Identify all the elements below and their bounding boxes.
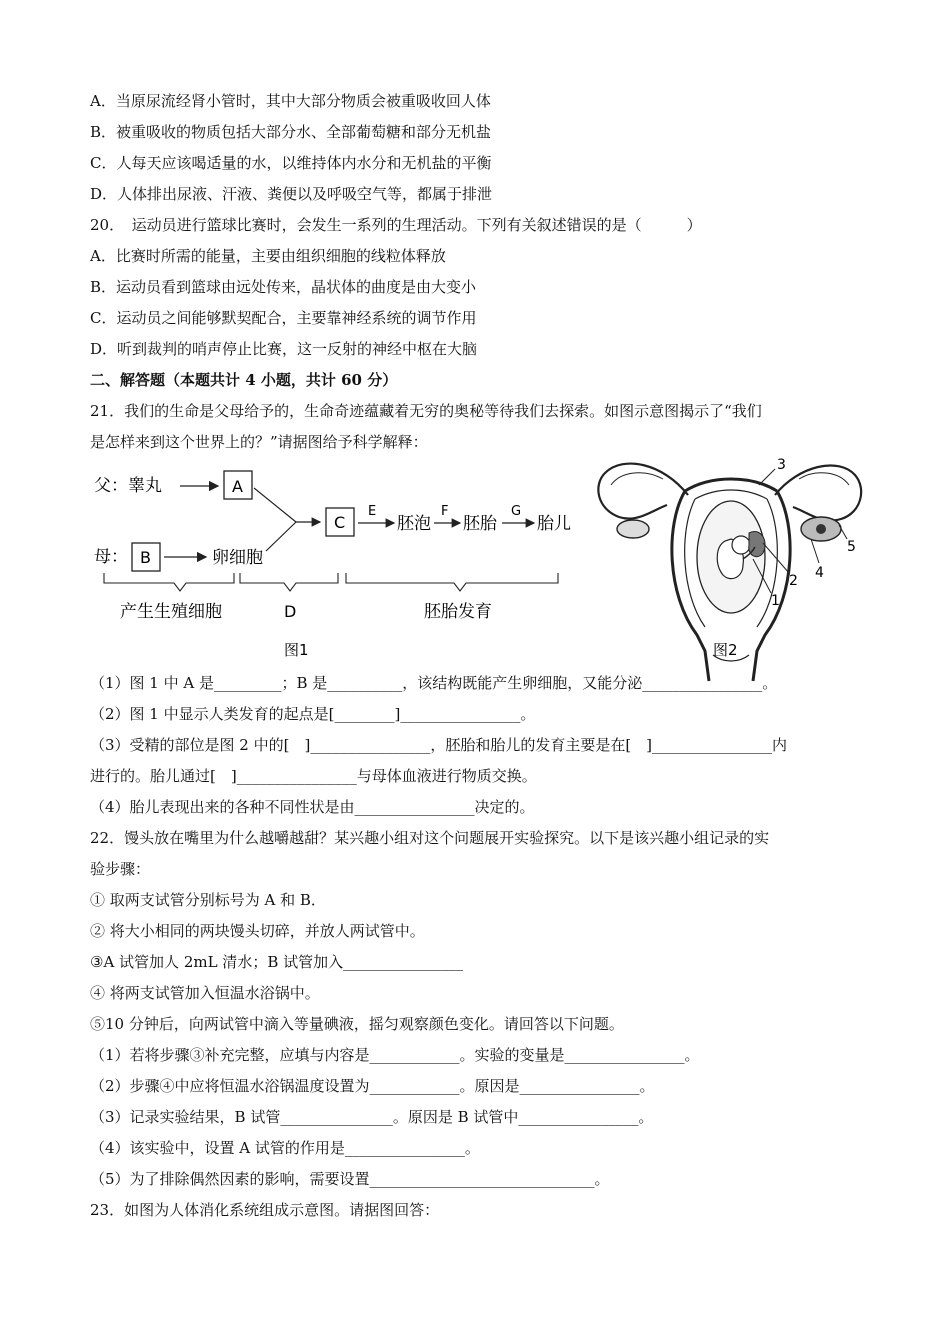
q22-step2: ② 将大小相同的两块馒头切碎，并放人两试管中。	[90, 922, 425, 940]
label-5: 5	[847, 539, 856, 555]
brace-label-produce-gametes: 产生生殖细胞	[120, 602, 222, 622]
q21-stem-line2: 是怎样来到这个世界上的？”请据图给予科学解释：	[90, 433, 428, 451]
step-f-label: F	[441, 504, 449, 519]
ovary-follicle	[816, 524, 826, 534]
q21-sub4: （4）胎儿表现出来的各种不同性状是由________________决定的。	[90, 798, 535, 816]
q22-sub4: （4）该实验中，设置 A 试管的作用是________________。	[90, 1139, 480, 1157]
mother-label: 母：	[94, 547, 128, 567]
q21-stem-line1: 21．我们的生命是父母给予的，生命奇迹蕴藏着无穷的奥秘等待我们去探索。如图示意图揭示了“我们	[90, 402, 762, 420]
right-fallopian-tube	[775, 465, 861, 520]
q22-stem-line2: 验步骤：	[90, 860, 151, 878]
step-g-label: G	[511, 504, 522, 519]
q21-sub3-cont: 进行的。胎儿通过[ ]________________与母体血液进行物质交换。	[90, 767, 537, 785]
q20-option-a: A．比赛时所需的能量，主要由组织细胞的线粒体释放	[90, 247, 446, 265]
q22-step5: ⑤10 分钟后，向两试管中滴入等量碘液，摇匀观察颜色变化。请回答以下问题。	[90, 1015, 624, 1033]
q22-sub5: （5）为了排除偶然因素的影响，需要设置______________________________。	[90, 1170, 610, 1188]
q20-option-b: B．运动员看到篮球由远处传来，晶状体的曲度是由大变小	[90, 278, 477, 296]
q22-sub1: （1）若将步骤③补充完整，应填与内容是____________。实验的变量是________________。	[90, 1046, 700, 1064]
q19-option-a: A．当原尿流经肾小管时，其中大部分物质会被重吸收回人体	[90, 92, 491, 110]
fetus-head	[732, 536, 750, 554]
step-e-label: E	[368, 504, 377, 519]
q22-step4: ④ 将两支试管加入恒温水浴锅中。	[90, 984, 320, 1002]
q21-sub2: （2）图 1 中显示人类发育的起点是[________]________________。	[90, 705, 536, 723]
father-testis-label: 父：睾丸	[94, 476, 162, 496]
pointer-4	[811, 539, 819, 563]
blastocyst-label: 胚泡	[397, 514, 431, 534]
q19-option-d: D．人体排出尿液、汗液、粪便以及呼吸空气等，都属于排泄	[90, 185, 493, 203]
egg-cell-label: 卵细胞	[212, 548, 263, 568]
q20-option-c: C．运动员之间能够默契配合，主要靠神经系统的调节作用	[90, 309, 477, 327]
line-a-to-fusion	[254, 488, 296, 522]
brace-label-d: D	[284, 602, 297, 621]
embryo-label: 胚胎	[463, 514, 497, 534]
label-2: 2	[789, 573, 798, 589]
right-tube-inner	[799, 473, 849, 485]
figure-2-caption: 图2	[713, 641, 738, 659]
fetus-label: 胎儿	[537, 514, 571, 534]
q22-step1: ① 取两支试管分别标号为 A 和 B．	[90, 891, 326, 909]
brace-d	[240, 573, 338, 591]
left-tube-inner	[611, 473, 663, 485]
label-4: 4	[815, 565, 824, 581]
q20-stem: 20． 运动员进行篮球比赛时，会发生一系列的生理活动。下列有关叙述错误的是（ ）	[90, 216, 702, 234]
pointer-3	[759, 469, 775, 485]
figure-2-uterus-diagram	[593, 455, 868, 687]
q22-sub3: （3）记录实验结果，B 试管_______________。原因是 B 试管中________________。	[90, 1108, 654, 1126]
label-3: 3	[777, 457, 786, 473]
q19-option-b: B．被重吸收的物质包括大部分水、全部葡萄糖和部分无机盐	[90, 123, 492, 141]
q21-sub1: （1）图 1 中 A 是_________；B 是__________，该结构既能产生卵细胞，又能分泌________________。	[90, 674, 778, 692]
brace-produce-gametes	[104, 573, 234, 591]
label-1: 1	[771, 593, 780, 609]
q22-step3: ③A 试管加人 2mL 清水；B 试管加入________________	[90, 953, 464, 971]
q20-option-d: D．听到裁判的哨声停止比赛，这一反射的神经中枢在大脑	[90, 340, 478, 358]
q21-figures	[88, 455, 868, 695]
q23-stem: 23．如图为人体消化系统组成示意图。请据图回答：	[90, 1201, 440, 1219]
q19-option-c: C．人每天应该喝适量的水，以维持体内水分和无机盐的平衡	[90, 154, 492, 172]
brace-label-embryo-development: 胚胎发育	[424, 602, 492, 622]
section2-heading: 二、解答题（本题共计 4 小题，共计 60 分）	[90, 371, 398, 389]
left-ovary	[617, 520, 649, 538]
box-c-label: C	[334, 513, 346, 532]
q22-sub2: （2）步骤④中应将恒温水浴锅温度设置为____________。原因是________________。	[90, 1077, 655, 1095]
left-fallopian-tube	[598, 464, 688, 519]
q21-sub3: （3）受精的部位是图 2 中的[ ]________________，胚胎和胎儿的发育主要是在[ ]________________内	[90, 736, 788, 754]
brace-embryo-development	[346, 573, 558, 591]
figure-1-caption: 图1	[284, 641, 309, 659]
box-b-label: B	[140, 548, 151, 567]
q22-stem-line1: 22．馒头放在嘴里为什么越嚼越甜？某兴趣小组对这个问题展开实验探究。以下是该兴趣小组记录的实	[90, 829, 770, 847]
line-egg-to-fusion	[266, 522, 296, 551]
figure-1-flow-diagram	[88, 455, 588, 687]
box-a-label: A	[232, 477, 243, 496]
